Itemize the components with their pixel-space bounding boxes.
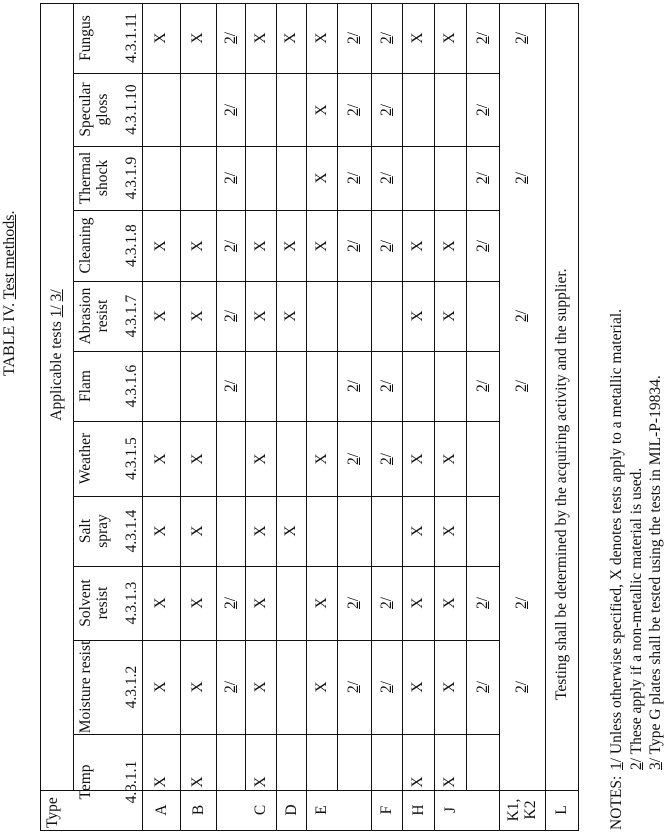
note-item-slash: / xyxy=(647,754,664,763)
sub-row-rule xyxy=(337,3,338,790)
type-header-line xyxy=(40,3,41,830)
row-type-label: B xyxy=(189,804,207,816)
cell-x-mark: X xyxy=(409,597,426,609)
column-header xyxy=(77,566,140,640)
cell-note-ref xyxy=(223,588,239,618)
cell-x-mark: X xyxy=(409,239,426,252)
row-rule xyxy=(306,3,307,830)
cell-x-mark: X xyxy=(189,32,206,44)
note-ref-number: 2 xyxy=(377,384,395,393)
note-ref-number: 2 xyxy=(377,107,395,116)
cell-note-ref xyxy=(223,23,239,53)
cell-note-ref xyxy=(223,301,239,331)
notes-label: NOTES: xyxy=(608,775,625,830)
applicable-tests-label: Applicable tests xyxy=(48,317,65,421)
note-ref-number: 2 xyxy=(513,601,530,610)
note-ref-slash: / xyxy=(473,379,491,385)
cell-x-mark: X xyxy=(251,525,269,537)
column-header-name: Salt spray xyxy=(77,514,111,548)
cell-x-mark: X xyxy=(409,681,426,693)
note-ref-number: 2 xyxy=(473,384,491,393)
note-ref-slash: / xyxy=(473,171,491,177)
note-ref-number: 2 xyxy=(473,685,491,694)
cell-note-ref xyxy=(223,371,239,401)
cell-x-mark: X xyxy=(441,525,458,537)
note-ref-slash: / xyxy=(377,596,395,602)
cell-note-ref xyxy=(346,95,362,125)
note-ref-number: 2 xyxy=(221,36,239,45)
row-rule xyxy=(434,3,435,830)
note-item-slash: / xyxy=(628,754,645,763)
cell-x-mark: X xyxy=(189,525,206,537)
note-ref-number: 2 xyxy=(473,601,491,610)
cell-x-mark: X xyxy=(409,32,426,44)
cell-x-mark: X xyxy=(282,32,299,44)
table-title-prefix: TABLE IV. xyxy=(1,302,18,376)
note-item-slash: / xyxy=(608,754,625,763)
note-ref-slash: / xyxy=(221,239,239,244)
column-header-ref: 4.3.1.4 xyxy=(123,509,140,553)
column-header-name: Moisture resist xyxy=(77,640,94,734)
note-ref-number: 2 xyxy=(377,243,395,252)
note-ref-slash: / xyxy=(513,379,530,385)
cell-note-ref xyxy=(379,371,395,401)
row-type-label: F xyxy=(378,805,395,815)
column-header-name: Solvent resist xyxy=(77,579,111,627)
applicable-tests-note-1: 1/ xyxy=(48,305,65,318)
cell-x-mark: X xyxy=(152,597,169,609)
column-header xyxy=(77,351,140,421)
row-rule xyxy=(216,3,217,830)
cell-x-mark: X xyxy=(251,597,269,609)
column-header-name: Fungus xyxy=(77,15,94,61)
column-header xyxy=(77,146,140,210)
note-ref-slash: / xyxy=(513,31,530,37)
note-ref-number: 2 xyxy=(473,243,491,252)
column-header-name: Cleaning xyxy=(77,217,94,274)
note-ref-slash: / xyxy=(473,680,491,686)
cell-x-mark: X xyxy=(152,525,169,537)
row-rule xyxy=(545,3,546,830)
note-ref-slash: / xyxy=(345,680,362,686)
cell-note-ref xyxy=(223,672,239,702)
column-header xyxy=(77,281,140,351)
cell-x-mark: X xyxy=(251,452,269,465)
cell-note-ref xyxy=(379,163,395,193)
note-ref-number: 2 xyxy=(345,36,362,45)
note-ref-slash: / xyxy=(513,680,530,686)
note-ref-slash: / xyxy=(473,239,491,244)
cell-x-mark: X xyxy=(189,597,206,609)
note-ref-number: 2 xyxy=(345,176,362,185)
note-ref-number: 2 xyxy=(345,685,362,694)
cell-x-mark: X xyxy=(152,239,169,252)
column-header-name: Weather xyxy=(77,432,94,485)
cell-x-mark: X xyxy=(441,452,458,465)
header-data-rule xyxy=(142,3,143,830)
table-title-main: Test methods xyxy=(1,214,18,300)
cell-note-ref xyxy=(514,371,530,401)
note-ref-number: 2 xyxy=(377,176,395,185)
row-type-label: A xyxy=(152,804,170,816)
cell-x-mark: X xyxy=(251,310,269,322)
column-header-ref: 4.3.1.6 xyxy=(123,364,140,408)
note-ref-slash: / xyxy=(377,171,395,177)
cell-note-ref xyxy=(346,231,362,261)
column-header-ref: 4.3.1.8 xyxy=(123,224,140,267)
note-ref-number: 2 xyxy=(221,384,239,393)
note-ref-number: 2 xyxy=(513,685,530,694)
cell-x-mark: X xyxy=(152,681,169,693)
cell-x-mark: X xyxy=(441,32,458,44)
cell-note-ref xyxy=(223,231,239,261)
cell-x-mark: X xyxy=(441,310,458,322)
note-ref-slash: / xyxy=(473,103,491,108)
cell-x-mark: X xyxy=(409,525,426,537)
note-ref-slash: / xyxy=(221,171,239,177)
cell-x-mark: X xyxy=(282,525,299,537)
note-ref-slash: / xyxy=(513,596,530,602)
note-ref-slash: / xyxy=(221,596,239,602)
row-type-label: D xyxy=(282,804,300,816)
cell-x-mark: X xyxy=(152,32,169,44)
group-header-rule xyxy=(73,3,74,790)
table-title-suffix: . xyxy=(1,210,18,215)
column-header xyxy=(77,73,140,146)
cell-note-ref xyxy=(475,23,491,53)
note-ref-slash: / xyxy=(377,452,395,457)
cell-x-mark: X xyxy=(282,239,299,252)
cell-note-ref xyxy=(514,588,530,618)
note-item-text: Unless otherwise specified, X denotes tests apply to a metallic material. xyxy=(608,308,625,755)
note-ref-slash: / xyxy=(473,596,491,602)
note-item-number: 1 xyxy=(608,762,625,770)
cell-note-ref xyxy=(346,163,362,193)
cell-note-ref xyxy=(475,95,491,125)
cell-x-mark: X xyxy=(152,310,169,322)
cell-x-mark: X xyxy=(312,32,330,44)
column-header-name: Thermal shock xyxy=(77,151,111,205)
cell-x-mark: X xyxy=(441,681,458,693)
row-type-label: C xyxy=(252,804,269,816)
cell-note-ref xyxy=(475,371,491,401)
note-ref-number: 2 xyxy=(221,601,239,610)
column-header-ref: 4.3.1.1 xyxy=(123,760,140,804)
cell-x-mark: X xyxy=(312,103,330,116)
column-header-name: Flam xyxy=(77,370,94,402)
cell-x-mark: X xyxy=(441,776,458,788)
note-ref-number: 2 xyxy=(221,176,239,185)
column-header xyxy=(77,210,140,281)
note-item-text: Type G plates shall be tested using the tests in MIL-P-19834. xyxy=(647,375,664,755)
row-type-label: E xyxy=(313,805,330,815)
row-type-label: L xyxy=(553,805,570,815)
note-item xyxy=(629,468,645,770)
note-ref-slash: / xyxy=(377,239,395,244)
cell-note-ref xyxy=(346,23,362,53)
cell-x-mark: X xyxy=(251,239,269,252)
table-title xyxy=(2,211,18,376)
note-ref-number: 2 xyxy=(221,685,239,694)
row-rule xyxy=(180,3,181,830)
note-ref-slash: / xyxy=(221,379,239,385)
row-type-label: K1, K2 xyxy=(505,798,539,822)
cell-x-mark: X xyxy=(251,681,269,693)
note-ref-number: 2 xyxy=(513,36,530,45)
cell-x-mark: X xyxy=(409,310,426,322)
row-type-label: J xyxy=(441,806,459,814)
note-ref-number: 2 xyxy=(345,601,362,610)
row-rule xyxy=(371,3,372,830)
row-rule xyxy=(402,3,403,830)
column-header xyxy=(77,640,140,734)
cell-x-mark: X xyxy=(251,776,269,788)
table-border-bottom xyxy=(40,830,578,831)
note-ref-slash: / xyxy=(221,680,239,686)
cell-note-ref xyxy=(223,95,239,125)
column-header-ref: 4.3.1.7 xyxy=(123,294,140,338)
column-header-ref: 4.3.1.10 xyxy=(123,84,140,135)
cell-note-ref xyxy=(514,301,530,331)
note-item xyxy=(648,375,664,770)
cell-x-mark: X xyxy=(189,310,206,322)
cell-x-mark: X xyxy=(152,776,169,788)
column-header xyxy=(77,496,140,566)
cell-note-ref xyxy=(346,672,362,702)
column-header-name: Abrasion resist xyxy=(77,287,111,345)
note-ref-slash: / xyxy=(377,103,395,108)
note-item xyxy=(609,309,625,770)
cell-note-ref xyxy=(223,163,239,193)
note-ref-number: 2 xyxy=(513,384,530,393)
note-ref-number: 2 xyxy=(473,36,491,45)
cell-x-mark: X xyxy=(189,681,206,693)
column-header-ref: 4.3.1.11 xyxy=(123,13,140,63)
cell-x-mark: X xyxy=(152,452,169,465)
note-ref-slash: / xyxy=(345,103,362,108)
note-item-number: 2 xyxy=(628,762,645,770)
cell-note-ref xyxy=(475,588,491,618)
note-ref-number: 2 xyxy=(377,36,395,45)
note-ref-number: 2 xyxy=(221,314,239,323)
cell-note-ref xyxy=(379,672,395,702)
note-ref-number: 2 xyxy=(221,107,239,116)
note-ref-slash: / xyxy=(345,379,362,385)
note-ref-slash: / xyxy=(345,171,362,177)
note-ref-number: 2 xyxy=(513,314,530,323)
note-ref-slash: / xyxy=(345,239,362,244)
cell-x-mark: X xyxy=(409,452,426,465)
cell-x-mark: X xyxy=(312,452,330,465)
note-ref-number: 2 xyxy=(473,176,491,185)
cell-x-mark: X xyxy=(189,239,206,252)
cell-x-mark: X xyxy=(189,776,206,788)
cell-note-ref xyxy=(379,444,395,474)
cell-x-mark: X xyxy=(251,32,269,44)
note-ref-number: 2 xyxy=(221,243,239,252)
applicable-tests-note-3: 3/ xyxy=(48,289,65,302)
type-column-header: Type xyxy=(44,797,61,828)
note-ref-number: 2 xyxy=(377,456,395,465)
column-header-ref: 4.3.1.5 xyxy=(123,437,140,480)
cell-note-ref xyxy=(475,163,491,193)
cell-x-mark: X xyxy=(312,597,330,609)
note-ref-slash: / xyxy=(377,31,395,37)
note-ref-slash: / xyxy=(345,31,362,37)
note-ref-slash: / xyxy=(513,309,530,315)
cell-x-mark: X xyxy=(312,239,330,252)
table-border-right xyxy=(578,3,579,831)
cell-note-ref xyxy=(475,231,491,261)
cell-note-ref xyxy=(475,672,491,702)
note-ref-slash: / xyxy=(221,103,239,108)
note-ref-number: 2 xyxy=(377,601,395,610)
row-rule xyxy=(276,3,277,830)
note-ref-slash: / xyxy=(345,452,362,457)
type-l-merged-cell: Testing shall be determined by the acquiring activity and the supplier. xyxy=(552,268,570,700)
column-header xyxy=(77,734,140,830)
column-header xyxy=(77,3,140,73)
note-ref-number: 2 xyxy=(345,384,362,393)
note-ref-number: 2 xyxy=(513,176,530,185)
column-header-name: Temp xyxy=(77,764,94,800)
cell-x-mark: X xyxy=(312,681,330,693)
cell-note-ref xyxy=(379,588,395,618)
note-ref-slash: / xyxy=(513,171,530,177)
cell-note-ref xyxy=(514,672,530,702)
cell-note-ref xyxy=(379,23,395,53)
row-rule xyxy=(499,3,500,830)
cell-x-mark: X xyxy=(441,239,458,252)
column-header-ref: 4.3.1.2 xyxy=(123,665,140,709)
applicable-tests-header xyxy=(48,230,65,480)
note-item-text: These apply if a non-metallic material is used. xyxy=(628,467,645,755)
note-ref-slash: / xyxy=(377,379,395,385)
note-ref-slash: / xyxy=(221,31,239,37)
cell-note-ref xyxy=(346,371,362,401)
note-ref-number: 2 xyxy=(345,243,362,252)
note-ref-number: 2 xyxy=(345,107,362,116)
note-item-number: 3 xyxy=(647,762,664,770)
note-ref-number: 2 xyxy=(345,456,362,465)
column-header-ref: 4.3.1.9 xyxy=(123,156,140,200)
cell-note-ref xyxy=(379,95,395,125)
applicable-tests-gap xyxy=(48,301,65,305)
column-header-name: Specular gloss xyxy=(77,82,111,137)
cell-x-mark: X xyxy=(312,172,330,184)
column-header-ref: 4.3.1.3 xyxy=(123,581,140,625)
cell-note-ref xyxy=(346,444,362,474)
note-ref-slash: / xyxy=(473,31,491,37)
note-ref-slash: / xyxy=(345,596,362,602)
cell-note-ref xyxy=(514,23,530,53)
note-ref-slash: / xyxy=(377,680,395,686)
column-header xyxy=(77,421,140,496)
sub-row-rule xyxy=(245,3,246,790)
cell-x-mark: X xyxy=(282,310,299,322)
cell-note-ref xyxy=(379,231,395,261)
sub-row-rule xyxy=(466,3,467,790)
cell-note-ref xyxy=(346,588,362,618)
note-ref-slash: / xyxy=(221,309,239,315)
cell-x-mark: X xyxy=(189,452,206,465)
row-type-label: H xyxy=(409,804,427,816)
note-ref-number: 2 xyxy=(473,107,491,116)
cell-x-mark: X xyxy=(409,776,426,788)
note-ref-number: 2 xyxy=(377,685,395,694)
cell-x-mark: X xyxy=(441,597,458,609)
cell-note-ref xyxy=(514,163,530,193)
